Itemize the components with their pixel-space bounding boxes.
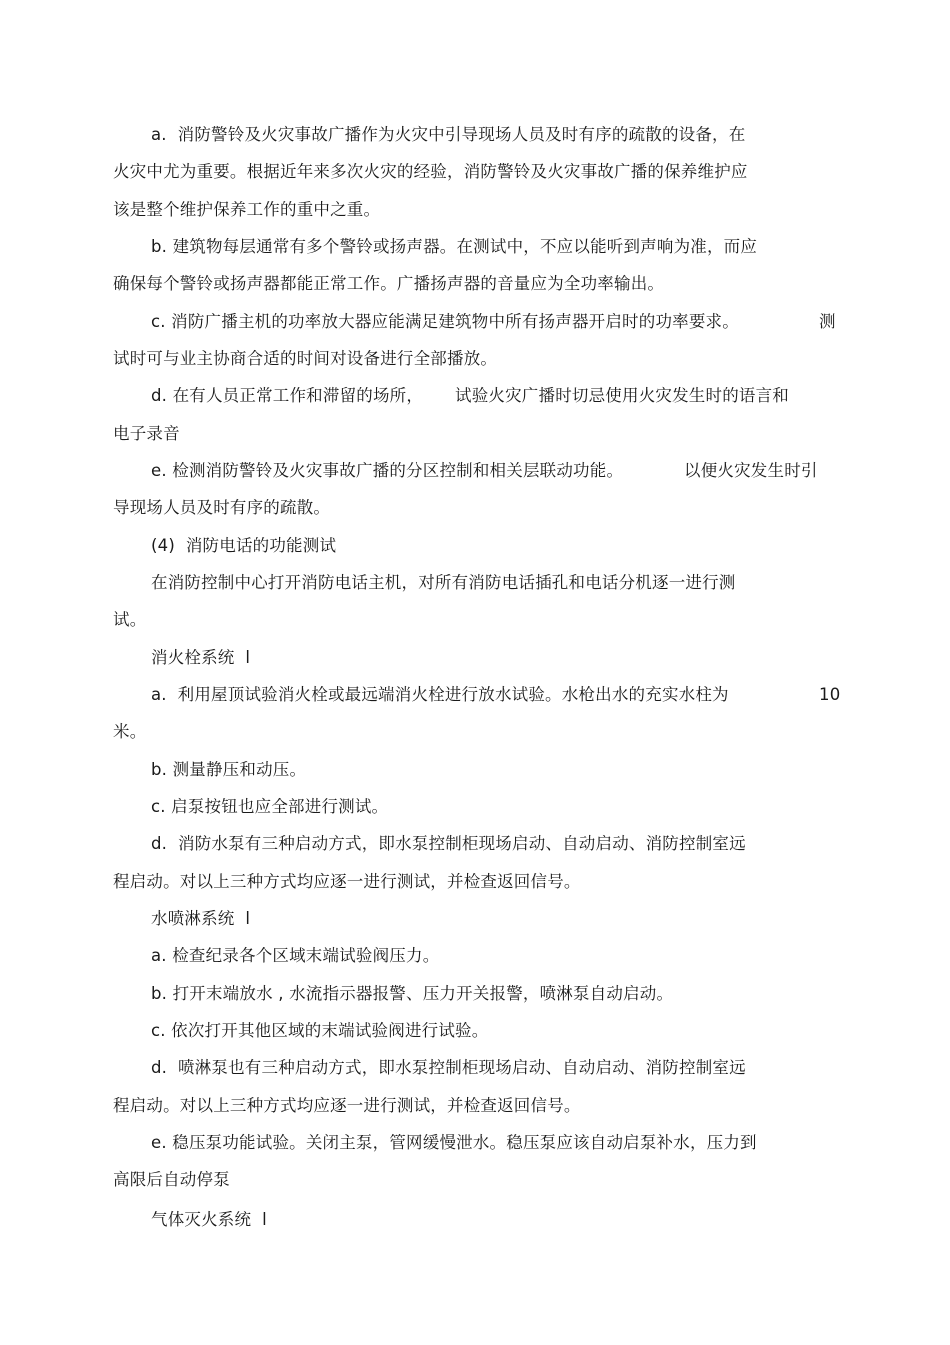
paragraph-e-line-1-tail: 以便火灾发生时引 [684, 461, 818, 480]
section-4-title: (4) 消防电话的功能测试 [151, 536, 337, 555]
sprinkler-b: b. 打开末端放水 , 水流指示器报警、压力开关报警，喷淋泵自动启动。 [151, 984, 674, 1003]
paragraph-c-line-2: 试时可与业主协商合适的时间对设备进行全部播放。 [113, 349, 498, 368]
hydrant-a-line-2: 米。 [113, 722, 147, 741]
paragraph-d-line-1: d. 在有人员正常工作和滞留的场所， [151, 386, 424, 405]
hydrant-a-line-1: a. 利用屋顶试验消火栓或最远端消火栓进行放水试验。水枪出水的充实水柱为 [151, 685, 729, 704]
gas-section-title: 气体灭火系统 l [151, 1210, 267, 1229]
sprinkler-section-title: 水喷淋系统 l [151, 909, 251, 928]
paragraph-d-line-2: 电子录音 [113, 424, 180, 443]
section-4-line-1: 在消防控制中心打开消防电话主机，对所有消防电话插孔和电话分机逐一进行测 [151, 573, 736, 592]
hydrant-a-line-1-tail: 10 [819, 685, 841, 704]
sprinkler-a: a. 检查纪录各个区域末端试验阀压力。 [151, 946, 440, 965]
paragraph-d-line-1-tail: 试验火灾广播时切忌使用火灾发生时的语言和 [455, 386, 789, 405]
paragraph-a-line-2: 火灾中尤为重要。根据近年来多次火灾的经验，消防警铃及火灾事故广播的保养维护应 [113, 162, 748, 181]
hydrant-section-title: 消火栓系统 l [151, 648, 251, 667]
hydrant-d-line-2: 程启动。对以上三种方式均应逐一进行测试，并检查返回信号。 [113, 872, 581, 891]
sprinkler-e-line-1: e. 稳压泵功能试验。关闭主泵，管网缓慢泄水。稳压泵应该自动启泵补水，压力到 [151, 1133, 757, 1152]
paragraph-b-line-2: 确保每个警铃或扬声器都能正常工作。广播扬声器的音量应为全功率输出。 [113, 274, 665, 293]
paragraph-a-line-3: 该是整个维护保养工作的重中之重。 [113, 200, 381, 219]
paragraph-e-line-2: 导现场人员及时有序的疏散。 [113, 498, 331, 517]
hydrant-c: c. 启泵按钮也应全部进行测试。 [151, 797, 389, 816]
section-4-line-2: 试。 [113, 610, 147, 629]
sprinkler-d-line-1: d. 喷淋泵也有三种启动方式，即水泵控制柜现场启动、自动启动、消防控制室远 [151, 1058, 746, 1077]
paragraph-a-line-1: a. 消防警铃及火灾事故广播作为火灾中引导现场人员及时有序的疏散的设备，在 [151, 125, 746, 144]
sprinkler-d-line-2: 程启动。对以上三种方式均应逐一进行测试，并检查返回信号。 [113, 1096, 581, 1115]
hydrant-d-line-1: d. 消防水泵有三种启动方式，即水泵控制柜现场启动、自动启动、消防控制室远 [151, 834, 746, 853]
paragraph-c-line-1: c. 消防广播主机的功率放大器应能满足建筑物中所有扬声器开启时的功率要求。 [151, 312, 739, 331]
paragraph-b-line-1: b. 建筑物每层通常有多个警铃或扬声器。在测试中，不应以能听到声响为准，而应 [151, 237, 758, 256]
sprinkler-e-line-2: 高限后自动停泵 [113, 1170, 230, 1189]
hydrant-b: b. 测量静压和动压。 [151, 760, 307, 779]
paragraph-c-line-1-tail: 测 [819, 312, 836, 331]
sprinkler-c: c. 依次打开其他区域的末端试验阀进行试验。 [151, 1021, 489, 1040]
paragraph-e-line-1: e. 检测消防警铃及火灾事故广播的分区控制和相关层联动功能。 [151, 461, 624, 480]
